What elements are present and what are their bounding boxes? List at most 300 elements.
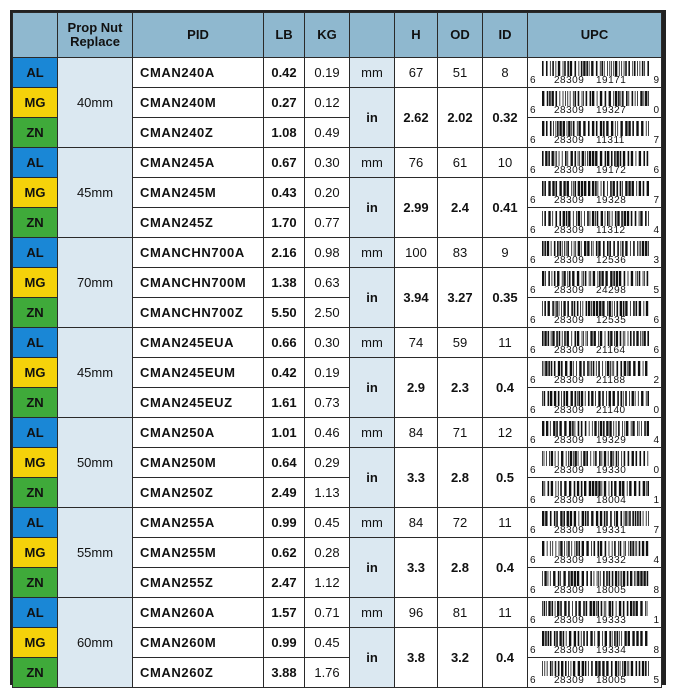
lb-cell: 1.61 — [264, 388, 305, 418]
pid-cell: CMAN255M — [133, 538, 264, 568]
upc-check-digit: 4 — [653, 224, 659, 236]
upc-check-digit: 6 — [653, 314, 659, 326]
upc-right-digits: 19332 — [596, 554, 627, 566]
barcode-bars — [542, 91, 649, 106]
barcode-graphic — [528, 569, 661, 597]
upc-barcode — [528, 118, 662, 148]
upc-right-digits: 11311 — [596, 134, 625, 146]
kg-cell: 1.76 — [305, 658, 350, 688]
od-in-cell: 2.8 — [438, 538, 483, 598]
upc-barcode — [528, 88, 662, 118]
material-badge: ZN — [13, 298, 58, 328]
upc-barcode — [528, 538, 662, 568]
barcode-graphic — [528, 209, 661, 237]
h-mm-cell: 84 — [395, 508, 438, 538]
unit-in-cell: in — [350, 358, 395, 418]
upc-check-digit: 8 — [653, 584, 659, 596]
h-mm-cell: 84 — [395, 418, 438, 448]
table-row — [13, 418, 662, 448]
lb-cell: 0.99 — [264, 628, 305, 658]
pid-cell: CMAN260A — [133, 598, 264, 628]
lb-cell: 0.62 — [264, 538, 305, 568]
upc-first-digit: 6 — [530, 374, 536, 386]
upc-check-digit: 5 — [653, 284, 659, 296]
pid-cell: CMAN240A — [133, 58, 264, 88]
pid-cell: CMAN245M — [133, 178, 264, 208]
pid-cell: CMAN240Z — [133, 118, 264, 148]
od-in-cell: 2.4 — [438, 178, 483, 238]
header-upc: UPC — [528, 13, 662, 58]
kg-cell: 0.98 — [305, 238, 350, 268]
upc-barcode — [528, 628, 662, 658]
upc-first-digit: 6 — [530, 554, 536, 566]
upc-right-digits: 12535 — [596, 314, 627, 326]
size-cell: 60mm — [58, 598, 133, 688]
barcode-graphic — [528, 539, 661, 567]
barcode-graphic — [528, 599, 661, 627]
unit-mm-cell: mm — [350, 148, 395, 178]
upc-right-digits: 19327 — [596, 104, 627, 116]
id-in-cell: 0.4 — [483, 538, 528, 598]
upc-barcode — [528, 658, 662, 688]
upc-barcode — [528, 328, 662, 358]
material-badge: AL — [13, 328, 58, 358]
h-in-cell: 3.3 — [395, 538, 438, 598]
barcode-graphic — [528, 89, 661, 117]
upc-check-digit: 4 — [653, 434, 659, 446]
table-body — [13, 58, 662, 688]
pid-cell: CMAN245EUA — [133, 328, 264, 358]
upc-barcode — [528, 418, 662, 448]
upc-check-digit: 1 — [653, 614, 659, 626]
unit-in-cell: in — [350, 538, 395, 598]
upc-right-digits: 19171 — [596, 74, 627, 86]
upc-left-digits: 28309 — [554, 524, 585, 536]
barcode-graphic — [528, 119, 661, 147]
kg-cell: 0.73 — [305, 388, 350, 418]
pid-cell: CMANCHN700A — [133, 238, 264, 268]
id-mm-cell: 11 — [483, 598, 528, 628]
kg-cell: 1.13 — [305, 478, 350, 508]
upc-right-digits: 21140 — [596, 404, 626, 416]
h-mm-cell: 74 — [395, 328, 438, 358]
kg-cell: 1.12 — [305, 568, 350, 598]
od-mm-cell: 59 — [438, 328, 483, 358]
barcode-bars — [542, 241, 649, 256]
lb-cell: 2.49 — [264, 478, 305, 508]
upc-right-digits: 21164 — [596, 344, 626, 356]
upc-left-digits: 28309 — [554, 584, 585, 596]
upc-left-digits: 28309 — [554, 344, 585, 356]
unit-mm-cell: mm — [350, 508, 395, 538]
upc-barcode — [528, 448, 662, 478]
material-badge: ZN — [13, 388, 58, 418]
upc-check-digit: 4 — [653, 554, 659, 566]
upc-left-digits: 28309 — [554, 554, 585, 566]
upc-barcode — [528, 388, 662, 418]
upc-check-digit: 7 — [653, 524, 659, 536]
header-kg: KG — [305, 13, 350, 58]
upc-first-digit: 6 — [530, 344, 536, 356]
barcode-bars — [542, 481, 649, 496]
upc-check-digit: 3 — [653, 254, 659, 266]
barcode-graphic — [528, 149, 661, 177]
kg-cell: 0.45 — [305, 628, 350, 658]
upc-barcode — [528, 358, 662, 388]
upc-left-digits: 28309 — [554, 434, 585, 446]
upc-barcode — [528, 208, 662, 238]
size-cell: 45mm — [58, 148, 133, 238]
barcode-bars — [542, 571, 649, 586]
upc-first-digit: 6 — [530, 224, 536, 236]
upc-right-digits: 19172 — [596, 164, 627, 176]
material-badge: AL — [13, 238, 58, 268]
barcode-bars — [542, 121, 649, 136]
lb-cell: 2.47 — [264, 568, 305, 598]
id-in-cell: 0.41 — [483, 178, 528, 238]
upc-left-digits: 28309 — [554, 404, 585, 416]
kg-cell: 0.29 — [305, 448, 350, 478]
kg-cell: 0.71 — [305, 598, 350, 628]
spec-sheet — [10, 10, 666, 685]
upc-left-digits: 28309 — [554, 224, 585, 236]
upc-left-digits: 28309 — [554, 254, 585, 266]
upc-first-digit: 6 — [530, 104, 536, 116]
kg-cell: 0.45 — [305, 508, 350, 538]
h-in-cell: 2.62 — [395, 88, 438, 148]
barcode-bars — [542, 361, 649, 376]
barcode-bars — [542, 421, 649, 436]
pid-cell: CMAN250Z — [133, 478, 264, 508]
upc-left-digits: 28309 — [554, 74, 585, 86]
lb-cell: 0.64 — [264, 448, 305, 478]
barcode-graphic — [528, 329, 661, 357]
material-badge: ZN — [13, 658, 58, 688]
unit-in-cell: in — [350, 88, 395, 148]
unit-in-cell: in — [350, 628, 395, 688]
kg-cell: 0.19 — [305, 58, 350, 88]
kg-cell: 0.63 — [305, 268, 350, 298]
lb-cell: 1.57 — [264, 598, 305, 628]
header-unit — [350, 13, 395, 58]
barcode-bars — [542, 631, 649, 646]
table-row — [13, 148, 662, 178]
upc-barcode — [528, 268, 662, 298]
pid-cell: CMANCHN700Z — [133, 298, 264, 328]
barcode-graphic — [528, 419, 661, 447]
h-mm-cell: 76 — [395, 148, 438, 178]
barcode-bars — [542, 211, 649, 226]
material-badge: ZN — [13, 478, 58, 508]
barcode-graphic — [528, 239, 661, 267]
upc-first-digit: 6 — [530, 314, 536, 326]
od-in-cell: 3.2 — [438, 628, 483, 688]
pid-cell: CMAN255Z — [133, 568, 264, 598]
upc-left-digits: 28309 — [554, 374, 585, 386]
kg-cell: 0.20 — [305, 178, 350, 208]
kg-cell: 0.19 — [305, 358, 350, 388]
barcode-graphic — [528, 629, 661, 657]
size-cell: 50mm — [58, 418, 133, 508]
id-in-cell: 0.35 — [483, 268, 528, 328]
h-in-cell: 3.94 — [395, 268, 438, 328]
lb-cell: 3.88 — [264, 658, 305, 688]
pid-cell: CMAN255A — [133, 508, 264, 538]
material-badge: AL — [13, 598, 58, 628]
lb-cell: 0.99 — [264, 508, 305, 538]
upc-barcode — [528, 568, 662, 598]
barcode-bars — [542, 271, 649, 286]
size-cell: 55mm — [58, 508, 133, 598]
pid-cell: CMAN240M — [133, 88, 264, 118]
barcode-bars — [542, 661, 649, 676]
upc-right-digits: 19329 — [596, 434, 627, 446]
od-in-cell: 3.27 — [438, 268, 483, 328]
material-badge: AL — [13, 508, 58, 538]
upc-left-digits: 28309 — [554, 644, 585, 656]
material-badge: MG — [13, 178, 58, 208]
barcode-graphic — [528, 479, 661, 507]
barcode-bars — [542, 511, 649, 526]
header-pid: PID — [133, 13, 264, 58]
od-in-cell: 2.8 — [438, 448, 483, 508]
barcode-graphic — [528, 269, 661, 297]
material-badge: ZN — [13, 208, 58, 238]
table-row — [13, 58, 662, 88]
h-in-cell: 2.9 — [395, 358, 438, 418]
header-lb: LB — [264, 13, 305, 58]
material-badge: ZN — [13, 118, 58, 148]
barcode-bars — [542, 451, 649, 466]
material-badge: MG — [13, 268, 58, 298]
unit-mm-cell: mm — [350, 238, 395, 268]
upc-check-digit: 7 — [653, 194, 659, 206]
id-in-cell: 0.32 — [483, 88, 528, 148]
lb-cell: 0.43 — [264, 178, 305, 208]
header-id: ID — [483, 13, 528, 58]
barcode-bars — [542, 151, 649, 166]
upc-right-digits: 21188 — [596, 374, 626, 386]
header-od: OD — [438, 13, 483, 58]
upc-left-digits: 28309 — [554, 314, 585, 326]
id-mm-cell: 9 — [483, 238, 528, 268]
upc-check-digit: 8 — [653, 644, 659, 656]
barcode-bars — [542, 541, 649, 556]
h-mm-cell: 96 — [395, 598, 438, 628]
barcode-bars — [542, 331, 649, 346]
unit-in-cell: in — [350, 448, 395, 508]
h-in-cell: 3.8 — [395, 628, 438, 688]
upc-barcode — [528, 298, 662, 328]
h-in-cell: 3.3 — [395, 448, 438, 508]
kg-cell: 0.12 — [305, 88, 350, 118]
h-in-cell: 2.99 — [395, 178, 438, 238]
lb-cell: 0.42 — [264, 58, 305, 88]
id-mm-cell: 10 — [483, 148, 528, 178]
upc-barcode — [528, 148, 662, 178]
kg-cell: 0.77 — [305, 208, 350, 238]
barcode-graphic — [528, 389, 661, 417]
lb-cell: 0.66 — [264, 328, 305, 358]
upc-check-digit: 0 — [653, 404, 659, 416]
barcode-graphic — [528, 59, 661, 87]
upc-barcode — [528, 178, 662, 208]
upc-check-digit: 9 — [653, 74, 659, 86]
table-row — [13, 328, 662, 358]
upc-left-digits: 28309 — [554, 104, 585, 116]
lb-cell: 0.27 — [264, 88, 305, 118]
barcode-graphic — [528, 359, 661, 387]
upc-check-digit: 5 — [653, 674, 659, 686]
upc-check-digit: 6 — [653, 164, 659, 176]
upc-right-digits: 19331 — [596, 524, 627, 536]
upc-left-digits: 28309 — [554, 164, 585, 176]
upc-right-digits: 18005 — [596, 584, 627, 596]
size-cell: 40mm — [58, 58, 133, 148]
upc-check-digit: 2 — [653, 374, 659, 386]
upc-first-digit: 6 — [530, 134, 536, 146]
upc-first-digit: 6 — [530, 404, 536, 416]
pid-cell: CMAN245EUZ — [133, 388, 264, 418]
upc-check-digit: 0 — [653, 464, 659, 476]
barcode-graphic — [528, 179, 661, 207]
pid-cell: CMAN245Z — [133, 208, 264, 238]
lb-cell: 0.42 — [264, 358, 305, 388]
upc-right-digits: 19328 — [596, 194, 627, 206]
barcode-graphic — [528, 449, 661, 477]
material-badge: MG — [13, 448, 58, 478]
upc-right-digits: 19333 — [596, 614, 627, 626]
lb-cell: 2.16 — [264, 238, 305, 268]
pid-cell: CMAN245A — [133, 148, 264, 178]
material-badge: AL — [13, 148, 58, 178]
upc-first-digit: 6 — [530, 74, 536, 86]
upc-left-digits: 28309 — [554, 194, 585, 206]
material-badge: MG — [13, 538, 58, 568]
id-in-cell: 0.4 — [483, 358, 528, 418]
upc-first-digit: 6 — [530, 584, 536, 596]
pid-cell: CMAN245EUM — [133, 358, 264, 388]
header-prop-nut-replace: Prop Nut Replace — [58, 13, 133, 58]
upc-barcode — [528, 598, 662, 628]
upc-first-digit: 6 — [530, 614, 536, 626]
lb-cell: 1.70 — [264, 208, 305, 238]
material-badge: AL — [13, 418, 58, 448]
upc-check-digit: 6 — [653, 344, 659, 356]
pid-cell: CMAN250M — [133, 448, 264, 478]
id-in-cell: 0.5 — [483, 448, 528, 508]
lb-cell: 0.67 — [264, 148, 305, 178]
barcode-graphic — [528, 659, 661, 687]
upc-barcode — [528, 508, 662, 538]
id-mm-cell: 11 — [483, 508, 528, 538]
upc-first-digit: 6 — [530, 254, 536, 266]
upc-right-digits: 19330 — [596, 464, 627, 476]
unit-in-cell: in — [350, 268, 395, 328]
upc-right-digits: 24298 — [596, 284, 627, 296]
unit-mm-cell: mm — [350, 328, 395, 358]
kg-cell: 0.46 — [305, 418, 350, 448]
upc-first-digit: 6 — [530, 644, 536, 656]
unit-mm-cell: mm — [350, 58, 395, 88]
pid-cell: CMAN260Z — [133, 658, 264, 688]
unit-mm-cell: mm — [350, 418, 395, 448]
kg-cell: 0.30 — [305, 328, 350, 358]
upc-left-digits: 28309 — [554, 464, 585, 476]
upc-first-digit: 6 — [530, 464, 536, 476]
upc-first-digit: 6 — [530, 164, 536, 176]
material-badge: AL — [13, 58, 58, 88]
table-row — [13, 238, 662, 268]
upc-left-digits: 28309 — [554, 134, 585, 146]
barcode-bars — [542, 181, 649, 196]
od-mm-cell: 71 — [438, 418, 483, 448]
id-mm-cell: 11 — [483, 328, 528, 358]
barcode-graphic — [528, 509, 661, 537]
material-badge: MG — [13, 88, 58, 118]
upc-first-digit: 6 — [530, 194, 536, 206]
header-h: H — [395, 13, 438, 58]
od-mm-cell: 83 — [438, 238, 483, 268]
header-material — [13, 13, 58, 58]
pid-cell: CMANCHN700M — [133, 268, 264, 298]
id-mm-cell: 12 — [483, 418, 528, 448]
kg-cell: 0.49 — [305, 118, 350, 148]
h-mm-cell: 100 — [395, 238, 438, 268]
lb-cell: 1.08 — [264, 118, 305, 148]
prop-nut-table — [12, 12, 662, 688]
upc-check-digit: 7 — [653, 134, 659, 146]
size-cell: 45mm — [58, 328, 133, 418]
upc-check-digit: 0 — [653, 104, 659, 116]
pid-cell: CMAN260M — [133, 628, 264, 658]
upc-check-digit: 1 — [653, 494, 659, 506]
lb-cell: 1.01 — [264, 418, 305, 448]
material-badge: MG — [13, 358, 58, 388]
table-row — [13, 598, 662, 628]
kg-cell: 0.28 — [305, 538, 350, 568]
lb-cell: 5.50 — [264, 298, 305, 328]
upc-right-digits: 11312 — [596, 224, 626, 236]
upc-right-digits: 19334 — [596, 644, 627, 656]
barcode-bars — [542, 391, 649, 406]
upc-left-digits: 28309 — [554, 614, 585, 626]
unit-in-cell: in — [350, 178, 395, 238]
upc-first-digit: 6 — [530, 524, 536, 536]
upc-first-digit: 6 — [530, 674, 536, 686]
od-in-cell: 2.3 — [438, 358, 483, 418]
material-badge: MG — [13, 628, 58, 658]
upc-right-digits: 18005 — [596, 674, 627, 686]
upc-first-digit: 6 — [530, 494, 536, 506]
upc-left-digits: 28309 — [554, 674, 585, 686]
barcode-graphic — [528, 299, 661, 327]
upc-barcode — [528, 238, 662, 268]
header-row — [13, 13, 662, 58]
od-mm-cell: 72 — [438, 508, 483, 538]
upc-first-digit: 6 — [530, 284, 536, 296]
upc-first-digit: 6 — [530, 434, 536, 446]
upc-right-digits: 18004 — [596, 494, 627, 506]
barcode-bars — [542, 61, 649, 76]
table-row — [13, 508, 662, 538]
upc-barcode — [528, 478, 662, 508]
od-mm-cell: 51 — [438, 58, 483, 88]
size-cell: 70mm — [58, 238, 133, 328]
upc-left-digits: 28309 — [554, 494, 585, 506]
upc-left-digits: 28309 — [554, 284, 585, 296]
unit-mm-cell: mm — [350, 598, 395, 628]
